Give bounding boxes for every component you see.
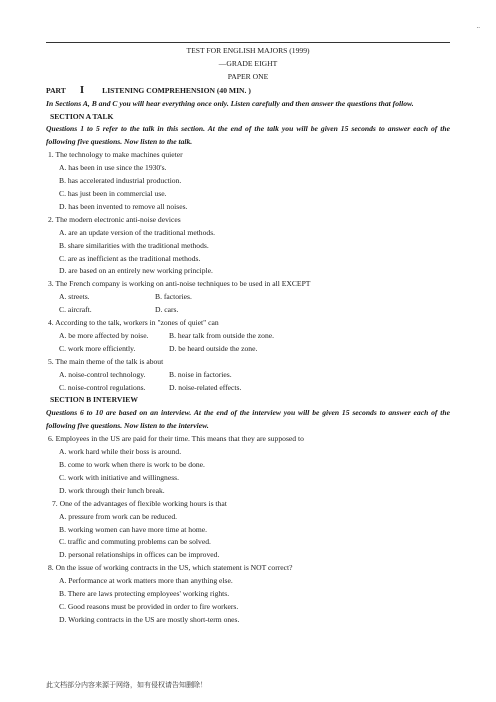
answer-option: A. noise-control technology. (59, 369, 146, 379)
answer-option-row (46, 330, 450, 343)
answer-option: C. has just been in commercial use. (59, 188, 167, 198)
answer-option: D. work through their lunch break. (59, 485, 165, 495)
answer-option-row (46, 304, 450, 317)
answer-option-row (46, 291, 450, 304)
section-b-title: SECTION B INTERVIEW (50, 395, 138, 405)
answer-option: B. There are laws protecting employees' working rights. (59, 589, 230, 599)
answer-option: C. are as inefficient as the traditional methods. (59, 253, 201, 263)
test-title: TEST FOR ENGLISH MAJORS (1999) (186, 46, 310, 55)
question-stem: 1. The technology to make machines quieter (48, 150, 183, 160)
answer-option: C. traffic and commuting problems can be solved. (59, 537, 211, 547)
answer-option: C. noise-control regulations. (59, 382, 146, 392)
answer-option: A. has been in use since the 1930's. (59, 163, 167, 173)
question-stem: 4. According to the talk, workers in "zones of quiet" can (48, 318, 219, 328)
answer-option-row (46, 369, 450, 382)
exam-content (46, 45, 450, 627)
footer-disclaimer: 此文档部分内容来源于网络，如有侵权请告知删除！ (46, 681, 207, 689)
question-stem: 3. The French company is working on anti-noise techniques to be used in all EXCEPT (48, 279, 311, 289)
answer-option: D. are based on an entirely new working principle. (59, 266, 213, 276)
answer-option: B. come to work when there is work to be done. (59, 460, 205, 469)
answer-option: A. work hard while their boss is around. (59, 447, 182, 457)
part-heading (46, 84, 450, 98)
answer-option: A. be more affected by noise. (59, 330, 149, 340)
paper-label: PAPER ONE (227, 71, 269, 81)
answer-option: B. noise in factories. (169, 369, 232, 379)
answer-option: D. cars. (155, 305, 179, 315)
part-title: LISTENING COMPREHENSION (40 MIN. ) (102, 85, 251, 95)
question-stem: 8. On the issue of working contracts in the US, which statement is NOT correct? (48, 563, 293, 573)
section-a-instruction: Questions 1 to 5 refer to the talk in this section. At the end of the talk you will be given 15 seconds to answer each of the following five questions. Now listen to the talk. (46, 124, 450, 147)
answer-option: C. work more efficiently. (59, 343, 136, 353)
answer-option: B. hear talk from outside the zone. (169, 330, 275, 340)
answer-option: B. share similarities with the traditional methods. (59, 240, 209, 250)
general-instruction: In Sections A, B and C you will hear everything once only. Listen carefully and then answer the questions that follow. (46, 98, 414, 108)
answer-option: C. Good reasons must be provided in order to fire workers. (59, 601, 239, 611)
answer-option: D. noise-related effects. (169, 382, 242, 392)
section-a-title: SECTION A TALK (50, 111, 114, 121)
part-label: PART (46, 85, 66, 95)
answer-option: D. be heard outside the zone. (169, 343, 258, 353)
answer-option-row (46, 343, 450, 356)
question-stem: 2. The modern electronic anti-noise devices (48, 214, 181, 224)
answer-option: D. has been invented to remove all noises. (59, 201, 188, 211)
answer-option: C. work with initiative and willingness. (59, 472, 180, 482)
answer-option: B. factories. (155, 292, 192, 302)
section-b-instruction: Questions 6 to 10 are based on an interview. At the end of the interview you will be given 15 seconds to answer each of the following five questions. Now listen to the interview. (46, 408, 450, 431)
grade-label: —GRADE EIGHT (218, 58, 278, 68)
answer-option: A. are an update version of the traditional methods. (59, 227, 216, 237)
part-numeral: I (79, 83, 85, 96)
answer-option: A. pressure from work can be reduced. (59, 511, 178, 521)
answer-option: D. Working contracts in the US are mostly short-term ones. (59, 614, 240, 624)
question-stem: 6. Employees in the US are paid for their time. This means that they are supposed to (48, 434, 304, 444)
answer-option: C. aircraft. (59, 305, 92, 315)
answer-option: B. has accelerated industrial production. (59, 176, 182, 186)
answer-option-row (46, 382, 450, 395)
question-stem: 5. The main theme of the talk is about (48, 356, 164, 366)
answer-option: A. streets. (59, 292, 90, 302)
corner-mark: .. (476, 22, 480, 30)
question-stem: 7. One of the advantages of flexible working hours is that (52, 498, 227, 508)
answer-option: B. working women can have more time at home. (59, 524, 208, 534)
header-rule (46, 42, 450, 43)
answer-option: D. personal relationships in offices can be improved. (59, 550, 220, 560)
answer-option: A. Performance at work matters more than anything else. (59, 576, 233, 586)
